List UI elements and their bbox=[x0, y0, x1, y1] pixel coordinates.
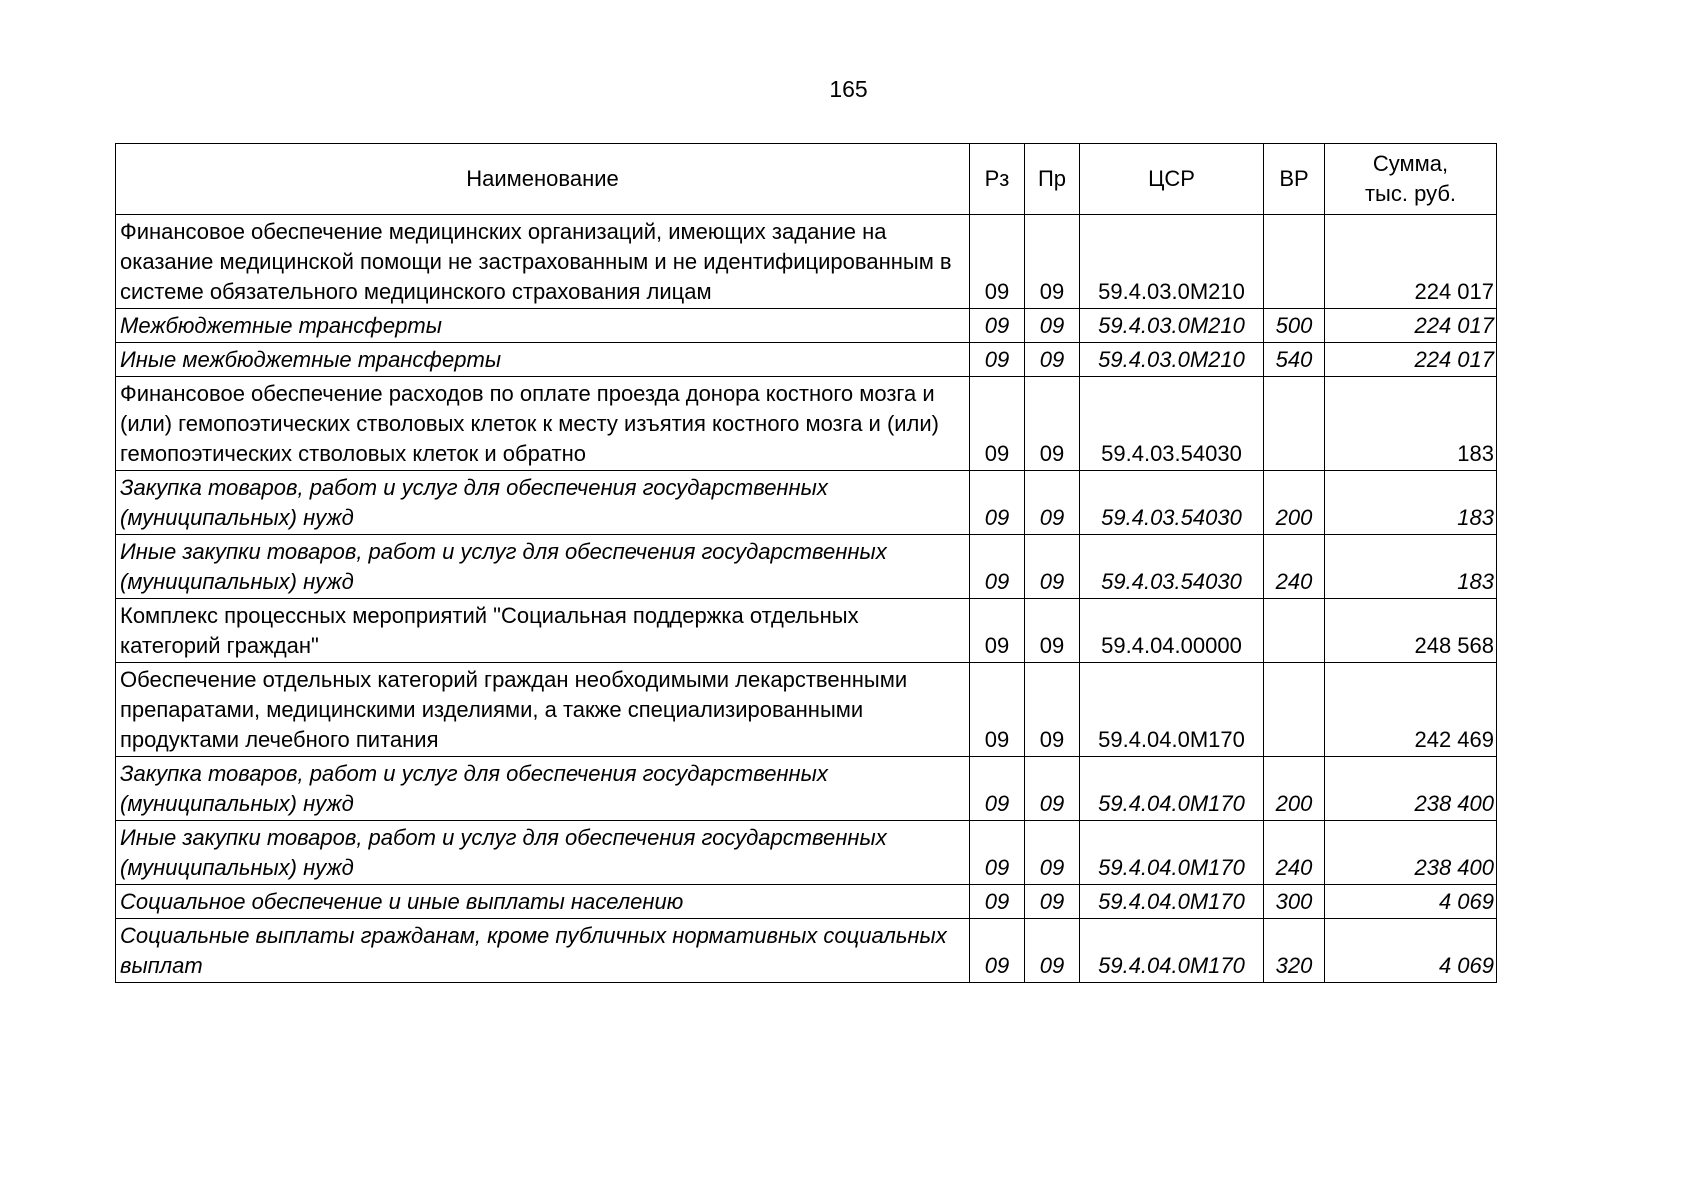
cell-vr: 540 bbox=[1264, 343, 1325, 377]
cell-vr bbox=[1264, 215, 1325, 309]
cell-rz: 09 bbox=[970, 309, 1025, 343]
cell-csr: 59.4.03.54030 bbox=[1080, 535, 1264, 599]
table-body bbox=[116, 215, 1497, 983]
cell-csr: 59.4.04.00000 bbox=[1080, 599, 1264, 663]
cell-rz: 09 bbox=[970, 535, 1025, 599]
cell-name: Финансовое обеспечение медицинских организаций, имеющих задание на оказание медицинской помощи не застрахованным и не идентифицированным в системе обязательного медицинского страхования лицам bbox=[116, 215, 970, 309]
table-row bbox=[116, 215, 1497, 309]
header-sum-line1: Сумма, bbox=[1372, 151, 1449, 176]
cell-rz: 09 bbox=[970, 343, 1025, 377]
cell-csr: 59.4.03.0М210 bbox=[1080, 215, 1264, 309]
cell-name: Иные закупки товаров, работ и услуг для обеспечения государственных (муниципальных) нужд bbox=[116, 821, 970, 885]
cell-sum: 224 017 bbox=[1325, 309, 1497, 343]
cell-rz: 09 bbox=[970, 377, 1025, 471]
cell-vr bbox=[1264, 663, 1325, 757]
header-pr: Пр bbox=[1025, 144, 1080, 215]
cell-vr: 200 bbox=[1264, 471, 1325, 535]
cell-name: Иные межбюджетные трансферты bbox=[116, 343, 970, 377]
cell-rz: 09 bbox=[970, 821, 1025, 885]
cell-vr: 240 bbox=[1264, 535, 1325, 599]
header-sum bbox=[1325, 144, 1497, 215]
cell-pr: 09 bbox=[1025, 343, 1080, 377]
cell-name: Комплекс процессных мероприятий "Социальная поддержка отдельных категорий граждан" bbox=[116, 599, 970, 663]
table-row bbox=[116, 309, 1497, 343]
table-header-row bbox=[116, 144, 1497, 215]
table-row bbox=[116, 919, 1497, 983]
cell-sum: 242 469 bbox=[1325, 663, 1497, 757]
cell-sum: 183 bbox=[1325, 535, 1497, 599]
cell-csr: 59.4.03.0М210 bbox=[1080, 343, 1264, 377]
cell-vr: 200 bbox=[1264, 757, 1325, 821]
table-row bbox=[116, 599, 1497, 663]
cell-pr: 09 bbox=[1025, 309, 1080, 343]
cell-csr: 59.4.04.0М170 bbox=[1080, 757, 1264, 821]
cell-rz: 09 bbox=[970, 919, 1025, 983]
table-row bbox=[116, 885, 1497, 919]
cell-pr: 09 bbox=[1025, 757, 1080, 821]
cell-vr: 300 bbox=[1264, 885, 1325, 919]
table-row bbox=[116, 757, 1497, 821]
cell-vr bbox=[1264, 377, 1325, 471]
cell-pr: 09 bbox=[1025, 215, 1080, 309]
cell-rz: 09 bbox=[970, 757, 1025, 821]
cell-pr: 09 bbox=[1025, 919, 1080, 983]
cell-pr: 09 bbox=[1025, 599, 1080, 663]
cell-rz: 09 bbox=[970, 663, 1025, 757]
budget-table bbox=[115, 143, 1497, 983]
cell-sum: 224 017 bbox=[1325, 343, 1497, 377]
cell-name: Межбюджетные трансферты bbox=[116, 309, 970, 343]
cell-vr bbox=[1264, 599, 1325, 663]
header-sum-line2: тыс. руб. bbox=[1364, 181, 1457, 206]
cell-csr: 59.4.04.0М170 bbox=[1080, 663, 1264, 757]
cell-rz: 09 bbox=[970, 471, 1025, 535]
table-row bbox=[116, 535, 1497, 599]
table-row bbox=[116, 471, 1497, 535]
header-name: Наименование bbox=[116, 144, 970, 215]
cell-name: Обеспечение отдельных категорий граждан необходимыми лекарственными препаратами, медицинскими изделиями, а также специализированными продуктами лечебного питания bbox=[116, 663, 970, 757]
cell-pr: 09 bbox=[1025, 663, 1080, 757]
cell-sum: 248 568 bbox=[1325, 599, 1497, 663]
cell-name: Социальное обеспечение и иные выплаты населению bbox=[116, 885, 970, 919]
cell-pr: 09 bbox=[1025, 471, 1080, 535]
cell-vr: 500 bbox=[1264, 309, 1325, 343]
header-rz: Рз bbox=[970, 144, 1025, 215]
header-csr: ЦСР bbox=[1080, 144, 1264, 215]
cell-csr: 59.4.04.0М170 bbox=[1080, 885, 1264, 919]
cell-rz: 09 bbox=[970, 885, 1025, 919]
cell-csr: 59.4.03.54030 bbox=[1080, 377, 1264, 471]
cell-csr: 59.4.03.54030 bbox=[1080, 471, 1264, 535]
header-vr: ВР bbox=[1264, 144, 1325, 215]
cell-rz: 09 bbox=[970, 599, 1025, 663]
cell-sum: 183 bbox=[1325, 471, 1497, 535]
cell-pr: 09 bbox=[1025, 885, 1080, 919]
cell-pr: 09 bbox=[1025, 535, 1080, 599]
cell-pr: 09 bbox=[1025, 821, 1080, 885]
cell-vr: 320 bbox=[1264, 919, 1325, 983]
cell-csr: 59.4.04.0М170 bbox=[1080, 919, 1264, 983]
cell-pr: 09 bbox=[1025, 377, 1080, 471]
cell-name: Социальные выплаты гражданам, кроме публичных нормативных социальных выплат bbox=[116, 919, 970, 983]
cell-sum: 238 400 bbox=[1325, 821, 1497, 885]
cell-name: Закупка товаров, работ и услуг для обеспечения государственных (муниципальных) нужд bbox=[116, 757, 970, 821]
cell-vr: 240 bbox=[1264, 821, 1325, 885]
cell-sum: 183 bbox=[1325, 377, 1497, 471]
table-row bbox=[116, 663, 1497, 757]
page-number: 165 bbox=[829, 76, 868, 102]
cell-name: Финансовое обеспечение расходов по оплате проезда донора костного мозга и (или) гемопоэтических стволовых клеток к месту изъятия костного мозга и (или) гемопоэтических стволовых клеток и обратно bbox=[116, 377, 970, 471]
cell-name: Закупка товаров, работ и услуг для обеспечения государственных (муниципальных) нужд bbox=[116, 471, 970, 535]
cell-sum: 4 069 bbox=[1325, 885, 1497, 919]
table-row bbox=[116, 343, 1497, 377]
cell-sum: 4 069 bbox=[1325, 919, 1497, 983]
cell-sum: 224 017 bbox=[1325, 215, 1497, 309]
table-row bbox=[116, 821, 1497, 885]
cell-name: Иные закупки товаров, работ и услуг для обеспечения государственных (муниципальных) нужд bbox=[116, 535, 970, 599]
cell-csr: 59.4.03.0М210 bbox=[1080, 309, 1264, 343]
cell-rz: 09 bbox=[970, 215, 1025, 309]
cell-csr: 59.4.04.0М170 bbox=[1080, 821, 1264, 885]
table-row bbox=[116, 377, 1497, 471]
cell-sum: 238 400 bbox=[1325, 757, 1497, 821]
